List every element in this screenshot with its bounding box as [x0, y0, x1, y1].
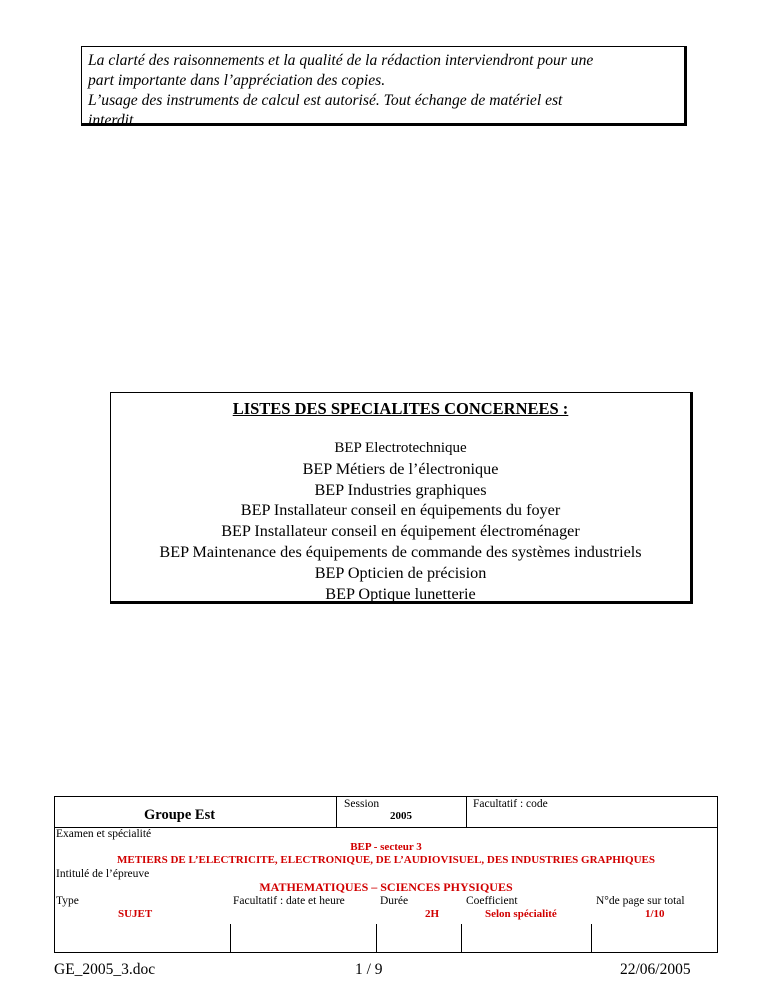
notice-line-3: L’usage des instruments de calcul est autorisé. Tout échange de matériel est — [88, 92, 563, 109]
specialite-item: BEP Métiers de l’électronique — [302, 459, 499, 478]
facultatif-code-label: Facultatif : code — [473, 798, 548, 810]
page-total-label: N°de page sur total — [596, 895, 685, 907]
duree-label: Durée — [380, 895, 409, 907]
exam-info-table — [54, 796, 718, 953]
specialites-list — [111, 438, 690, 604]
notice-line-1: La clarté des raisonnements et la qualité de la rédaction interviendront pour une — [88, 52, 594, 69]
specialites-title: LISTES DES SPECIALITES CONCERNEES : — [232, 399, 569, 418]
examen-specialite: METIERS DE L’ELECTRICITE, ELECTRONIQUE, DE L’AUDIOVISUEL, DES INDUSTRIES GRAPHIQUES — [116, 854, 656, 866]
footer-date: 22/06/2005 — [620, 961, 691, 978]
table-divider — [591, 924, 592, 953]
table-divider — [466, 797, 467, 827]
footer-page-number: 1 / 9 — [355, 961, 383, 978]
type-value: SUJET — [118, 908, 153, 920]
table-divider — [230, 924, 231, 953]
type-label: Type — [56, 895, 79, 907]
specialite-item: BEP Installateur conseil en équipement électroménager — [221, 522, 580, 541]
specialite-item: BEP Installateur conseil en équipements du foyer — [240, 501, 561, 520]
session-label: Session — [344, 798, 380, 810]
notice-box — [81, 46, 687, 129]
table-divider — [461, 924, 462, 953]
duree-value: 2H — [425, 908, 440, 920]
notice-line-4: interdit. — [88, 112, 138, 129]
table-divider — [336, 797, 337, 827]
examen-secteur: BEP - secteur 3 — [350, 841, 422, 853]
notice-line-2: part importante dans l’appréciation des copies. — [88, 72, 386, 89]
session-value: 2005 — [390, 810, 412, 822]
specialite-item: BEP Electrotechnique — [334, 440, 467, 456]
coefficient-value: Selon spécialité — [485, 908, 557, 920]
page-total-value: 1/10 — [645, 908, 665, 920]
table-divider — [55, 827, 717, 828]
specialite-item: BEP Maintenance des équipements de commande des systèmes industriels — [159, 542, 642, 561]
date-label: Facultatif : date et heure — [233, 895, 345, 907]
intitule-value: MATHEMATIQUES – SCIENCES PHYSIQUES — [259, 880, 513, 894]
table-divider — [376, 924, 377, 953]
coefficient-label: Coefficient — [466, 895, 518, 907]
examen-label: Examen et spécialité — [56, 828, 152, 840]
groupe-label: Groupe Est — [144, 807, 216, 823]
specialites-box — [110, 392, 693, 604]
footer-filename: GE_2005_3.doc — [54, 961, 156, 978]
specialite-item: BEP Industries graphiques — [314, 480, 487, 499]
intitule-label: Intitulé de l’épreuve — [56, 868, 150, 880]
specialite-item: BEP Optique lunetterie — [325, 584, 476, 603]
specialite-item: BEP Opticien de précision — [314, 563, 487, 582]
